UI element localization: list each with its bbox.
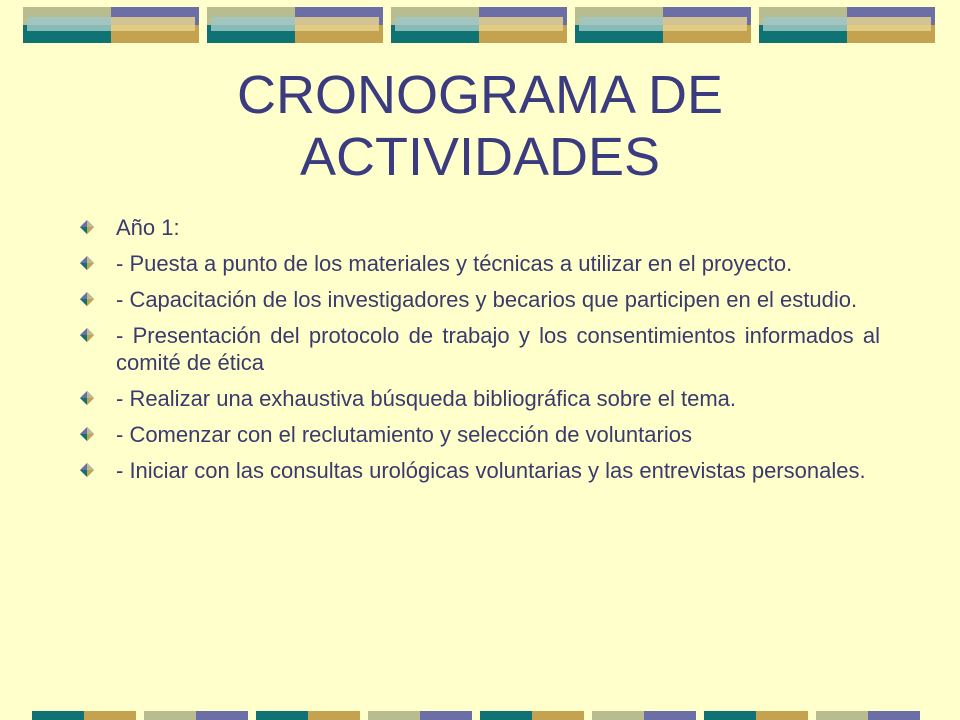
decorative-block (391, 7, 567, 43)
slide-title-line-1: CRONOGRAMA DE (236, 65, 724, 125)
bullet-text: - Capacitación de los investigadores y becarios que participen en el estudio. (116, 287, 858, 312)
bullet-item (80, 250, 880, 277)
slide-title (0, 64, 960, 188)
bullet-text: Año 1: (116, 215, 180, 240)
diamond-bullet-icon (80, 463, 94, 477)
diamond-bullet-icon (80, 256, 94, 270)
bullet-text: - Puesta a punto de los materiales y técnicas a utilizar en el proyecto. (116, 251, 793, 276)
diamond-bullet-icon (80, 328, 94, 342)
slide-title-line-2: ACTIVIDADES (299, 127, 661, 187)
decorative-block (575, 7, 751, 43)
bullet-item (80, 322, 880, 376)
decorative-block (207, 7, 383, 43)
bullet-item (80, 457, 880, 484)
bullet-item (80, 286, 880, 313)
diamond-bullet-icon (80, 292, 94, 306)
bullet-list (80, 214, 880, 493)
bullet-item (80, 214, 880, 241)
top-decorative-band (0, 7, 960, 43)
diamond-bullet-icon (80, 391, 94, 405)
bullet-text: - Iniciar con las consultas urológicas voluntarias y las entrevistas personales. (116, 458, 866, 483)
bottom-decorative-band (0, 711, 960, 720)
bullet-text: - Realizar una exhaustiva búsqueda bibliográfica sobre el tema. (116, 386, 737, 411)
bullet-item (80, 385, 880, 412)
diamond-bullet-icon (80, 220, 94, 234)
decorative-block (23, 7, 199, 43)
decorative-block (759, 7, 935, 43)
bullet-text: - Comenzar con el reclutamiento y selección de voluntarios (116, 422, 692, 447)
diamond-bullet-icon (80, 427, 94, 441)
bullet-text: - Presentación del protocolo de trabajo y los consentimientos informados al comité de ética (116, 323, 880, 375)
bullet-item (80, 421, 880, 448)
